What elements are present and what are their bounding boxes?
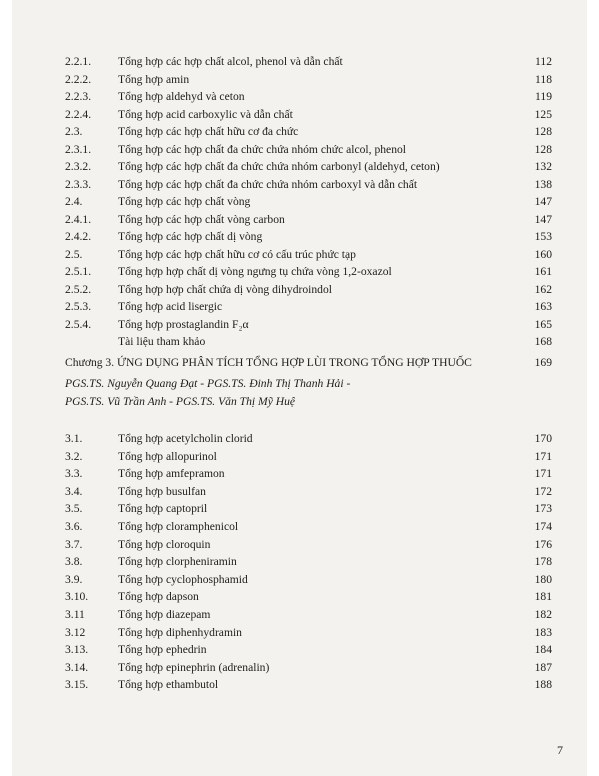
toc-number: 3.4. bbox=[65, 484, 83, 498]
toc-title: Tổng hợp hợp chất chứa dị vòng dihydroindol bbox=[118, 282, 332, 296]
toc-number: 3.1. bbox=[65, 432, 83, 445]
toc-page: 187 bbox=[534, 660, 552, 674]
toc-number: 2.5. bbox=[65, 247, 83, 261]
toc-number: 3.6. bbox=[65, 520, 83, 533]
toc-number: 2.5.2. bbox=[65, 282, 92, 296]
toc-number: 2.2.4. bbox=[65, 107, 92, 121]
toc-number: 2.3.3. bbox=[65, 177, 92, 191]
toc-page: 165 bbox=[534, 317, 552, 331]
toc-title: Tổng hợp cloroquin bbox=[118, 537, 211, 551]
toc-page: 180 bbox=[534, 572, 552, 586]
toc-page: 112 bbox=[535, 55, 552, 68]
toc-title: Tài liệu tham khảo bbox=[118, 335, 206, 348]
toc-title: Tổng hợp ethambutol bbox=[118, 678, 219, 692]
toc-title: Tổng hợp epinephrin (adrenalin) bbox=[118, 660, 270, 674]
toc-row bbox=[12, 332, 587, 352]
toc-title: Tổng hợp các hợp chất đa chức chứa nhóm chức alcol, phenol bbox=[118, 142, 407, 156]
toc-number: 3.8. bbox=[65, 555, 83, 569]
book-page bbox=[12, 0, 587, 776]
toc-page: 125 bbox=[534, 107, 552, 121]
toc-title: Tổng hợp captopril bbox=[118, 502, 208, 516]
toc-page: 138 bbox=[534, 177, 552, 191]
toc-title: Tổng hợp diphenhydramin bbox=[118, 625, 242, 639]
toc-page: 184 bbox=[534, 643, 552, 657]
toc-title: Tổng hợp các hợp chất hữu cơ có cấu trúc phức tạp bbox=[118, 247, 356, 261]
toc-page: 173 bbox=[534, 502, 552, 516]
toc-title: Tổng hợp các hợp chất đa chức chứa nhóm carbonyl (aldehyd, ceton) bbox=[118, 160, 440, 173]
toc-page: 153 bbox=[534, 230, 552, 243]
toc-title: Tổng hợp acetylcholin clorid bbox=[118, 432, 253, 445]
toc-page: 183 bbox=[534, 625, 552, 639]
toc-page: 181 bbox=[534, 590, 552, 604]
toc-number: 2.4.2. bbox=[65, 230, 92, 243]
toc-title: Tổng hợp prostaglandin F₂α bbox=[118, 317, 249, 331]
toc-page: 188 bbox=[534, 678, 552, 692]
toc-page: 168 bbox=[534, 335, 552, 348]
toc-row bbox=[12, 675, 587, 695]
toc-number: 2.2.3. bbox=[65, 90, 92, 103]
toc-page: 172 bbox=[534, 484, 552, 498]
toc-title: Tổng hợp amfepramon bbox=[118, 467, 225, 481]
toc-page: 171 bbox=[534, 449, 552, 463]
toc-page: 128 bbox=[534, 142, 552, 156]
toc-page: 162 bbox=[534, 282, 552, 296]
toc-number: 2.5.1. bbox=[65, 265, 92, 278]
toc-number: 2.5.4. bbox=[65, 317, 92, 331]
toc-page: 160 bbox=[534, 247, 552, 261]
toc-number: 3.10. bbox=[65, 590, 89, 604]
toc-number: 3.13. bbox=[65, 643, 89, 657]
toc-title: Tổng hợp aldehyd và ceton bbox=[118, 90, 245, 103]
toc-page: 119 bbox=[535, 90, 552, 103]
toc-page: 161 bbox=[534, 265, 552, 278]
toc-title: Tổng hợp busulfan bbox=[118, 484, 206, 498]
toc-number: 2.5.3. bbox=[65, 300, 92, 313]
toc-page: 176 bbox=[534, 537, 552, 551]
toc-number: 3.12 bbox=[65, 625, 86, 639]
toc-title: Tổng hợp allopurinol bbox=[118, 449, 217, 463]
toc-number: 3.5. bbox=[65, 502, 83, 516]
toc-title: Tổng hợp acid lisergic bbox=[118, 300, 223, 313]
chapter-authors-line-2: PGS.TS. Vũ Trần Anh - PGS.TS. Văn Thị Mỹ Huệ bbox=[65, 395, 296, 408]
toc-number: 3.7. bbox=[65, 537, 83, 551]
toc-page: 182 bbox=[534, 608, 552, 621]
toc-title: Tổng hợp acid carboxylic và dẫn chất bbox=[118, 107, 293, 121]
toc-page: 118 bbox=[535, 72, 552, 86]
toc-number: 2.4.1. bbox=[65, 212, 92, 226]
toc-title: Tổng hợp diazepam bbox=[118, 608, 211, 621]
toc-title: Tổng hợp các hợp chất hữu cơ đa chức bbox=[118, 125, 299, 138]
toc-page: 147 bbox=[534, 212, 552, 226]
toc-title: Tổng hợp ephedrin bbox=[118, 643, 207, 657]
toc-title: Tổng hợp amin bbox=[118, 72, 190, 86]
toc-title: Tổng hợp các hợp chất dị vòng bbox=[118, 230, 263, 243]
toc-number: 3.9. bbox=[65, 572, 83, 586]
chapter-authors-line-1: PGS.TS. Nguyễn Quang Đạt - PGS.TS. Đinh Thị Thanh Hải - bbox=[65, 377, 351, 390]
toc-number: 3.3. bbox=[65, 467, 83, 481]
toc-number: 3.14. bbox=[65, 660, 89, 674]
toc-page: 128 bbox=[534, 125, 552, 138]
toc-title: Tổng hợp dapson bbox=[118, 590, 199, 604]
toc-number: 3.11 bbox=[65, 608, 85, 621]
toc-title: Tổng hợp clorpheniramin bbox=[118, 555, 237, 569]
toc-page: 132 bbox=[534, 160, 552, 173]
toc-number: 2.3.2. bbox=[65, 160, 92, 173]
toc-page: 163 bbox=[534, 300, 552, 313]
toc-number: 3.2. bbox=[65, 449, 83, 463]
toc-title: Tổng hợp cyclophosphamid bbox=[118, 572, 248, 586]
toc-title: Tổng hợp các hợp chất vòng bbox=[118, 195, 251, 208]
toc-title: Tổng hợp các hợp chất alcol, phenol và dẫn chất bbox=[118, 55, 343, 68]
toc-page: 171 bbox=[534, 467, 552, 481]
toc-title: Tổng hợp cloramphenicol bbox=[118, 520, 239, 533]
toc-number: 2.3.1. bbox=[65, 142, 92, 156]
toc-number: 2.2.2. bbox=[65, 72, 92, 86]
toc-page: 147 bbox=[534, 195, 552, 208]
toc-page: 178 bbox=[534, 555, 552, 569]
toc-number: 2.3. bbox=[65, 125, 83, 138]
chapter-page: 169 bbox=[534, 356, 552, 369]
chapter-title: Chương 3. ỨNG DỤNG PHÂN TÍCH TỔNG HỢP LÙI TRONG TỔNG HỢP THUỐC bbox=[65, 356, 472, 369]
toc-number: 2.2.1. bbox=[65, 55, 92, 68]
toc-title: Tổng hợp hợp chất dị vòng ngưng tụ chứa vòng 1,2-oxazol bbox=[118, 265, 392, 278]
toc-number: 3.15. bbox=[65, 678, 89, 692]
chapter-heading bbox=[12, 353, 587, 373]
toc-number: 2.4. bbox=[65, 195, 83, 208]
toc-title: Tổng hợp các hợp chất đa chức chứa nhóm carboxyl và dẫn chất bbox=[118, 177, 418, 191]
toc-page: 170 bbox=[534, 432, 552, 445]
toc-title: Tổng hợp các hợp chất vòng carbon bbox=[118, 212, 285, 226]
page-number: 7 bbox=[557, 743, 563, 757]
toc-page: 174 bbox=[534, 520, 552, 533]
